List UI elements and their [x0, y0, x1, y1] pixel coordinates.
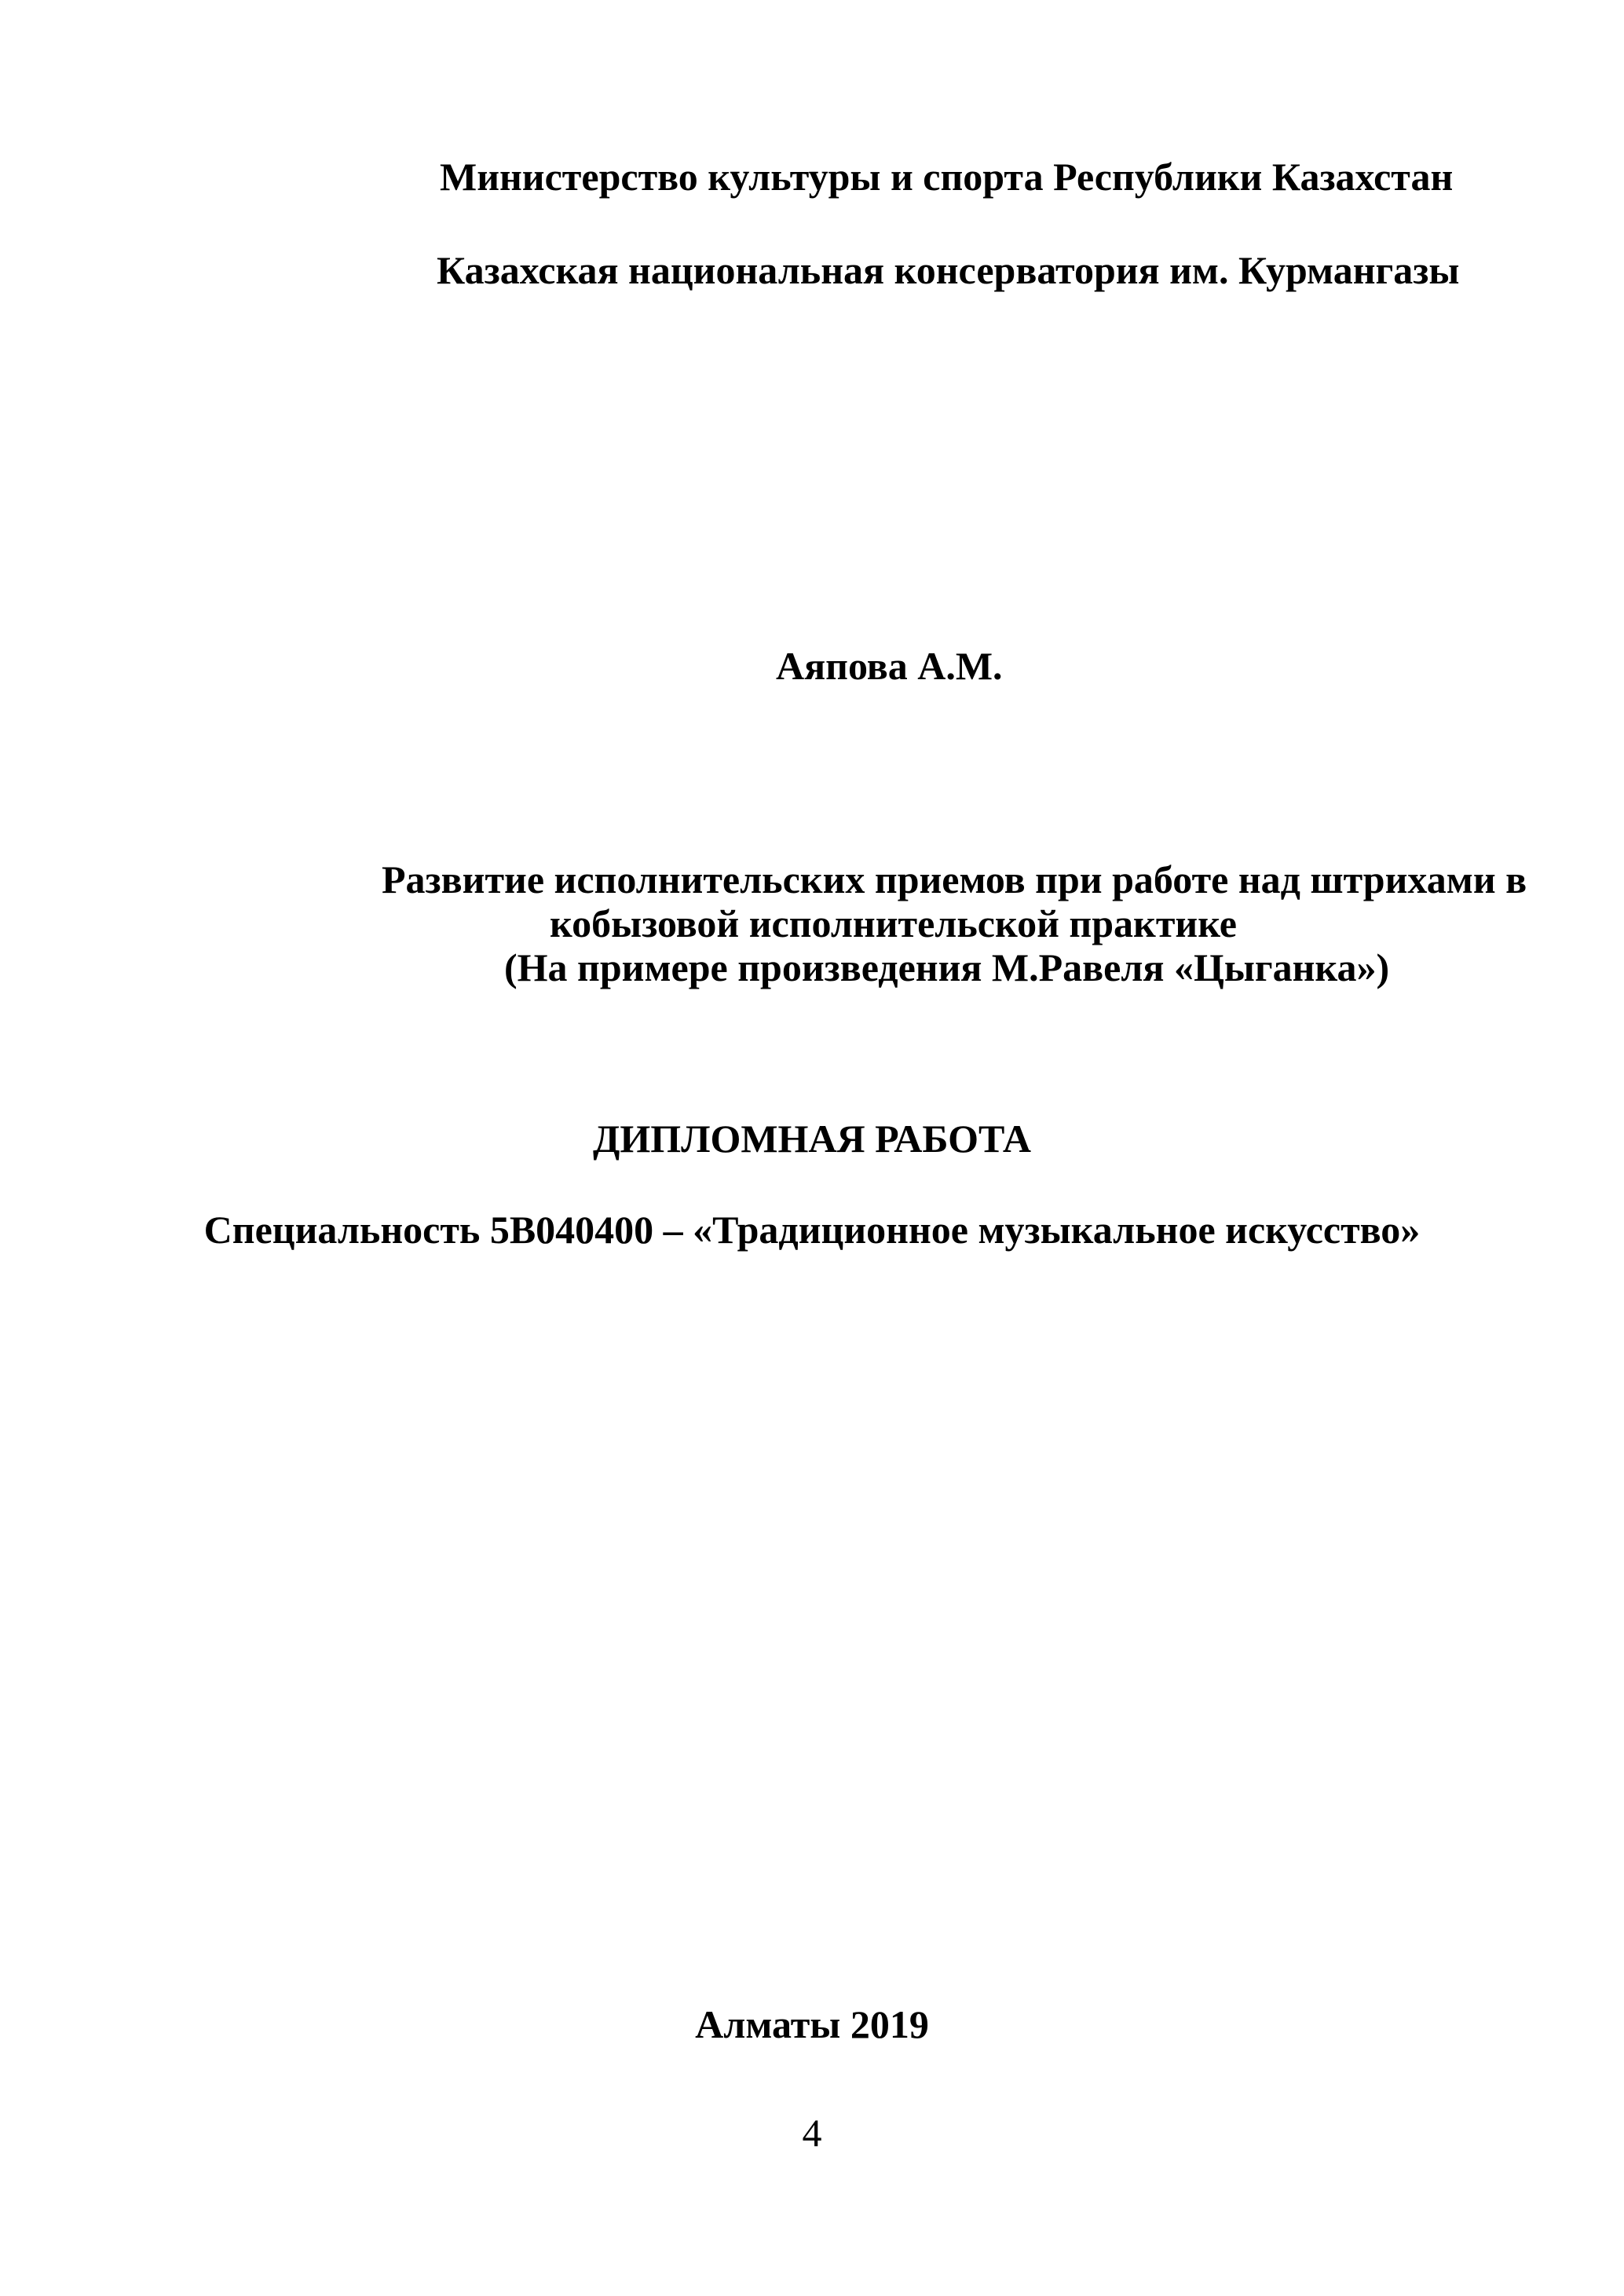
institution-heading: Казахская национальная консерватория им. Курмангазы — [437, 248, 1460, 292]
thesis-title-line-3: (На примере произведения М.Равеля «Цыганка») — [504, 945, 1390, 989]
specialty-line: Специальность 5В040400 – «Традиционное музыкальное искусство» — [203, 1208, 1421, 1252]
ministry-heading: Министерство культуры и спорта Республики Казахстан — [440, 155, 1454, 199]
city-year: Алматы 2019 — [695, 2002, 929, 2046]
thesis-title-line-2: кобызовой исполнительской практике — [550, 901, 1237, 945]
thesis-title-line-1: Развитие исполнительских приемов при работе над штрихами в — [382, 857, 1527, 901]
work-type-heading: ДИПЛОМНАЯ РАБОТА — [593, 1117, 1031, 1161]
author-name: Аяпова А.М. — [776, 644, 1003, 688]
page-number: 4 — [802, 2111, 822, 2155]
